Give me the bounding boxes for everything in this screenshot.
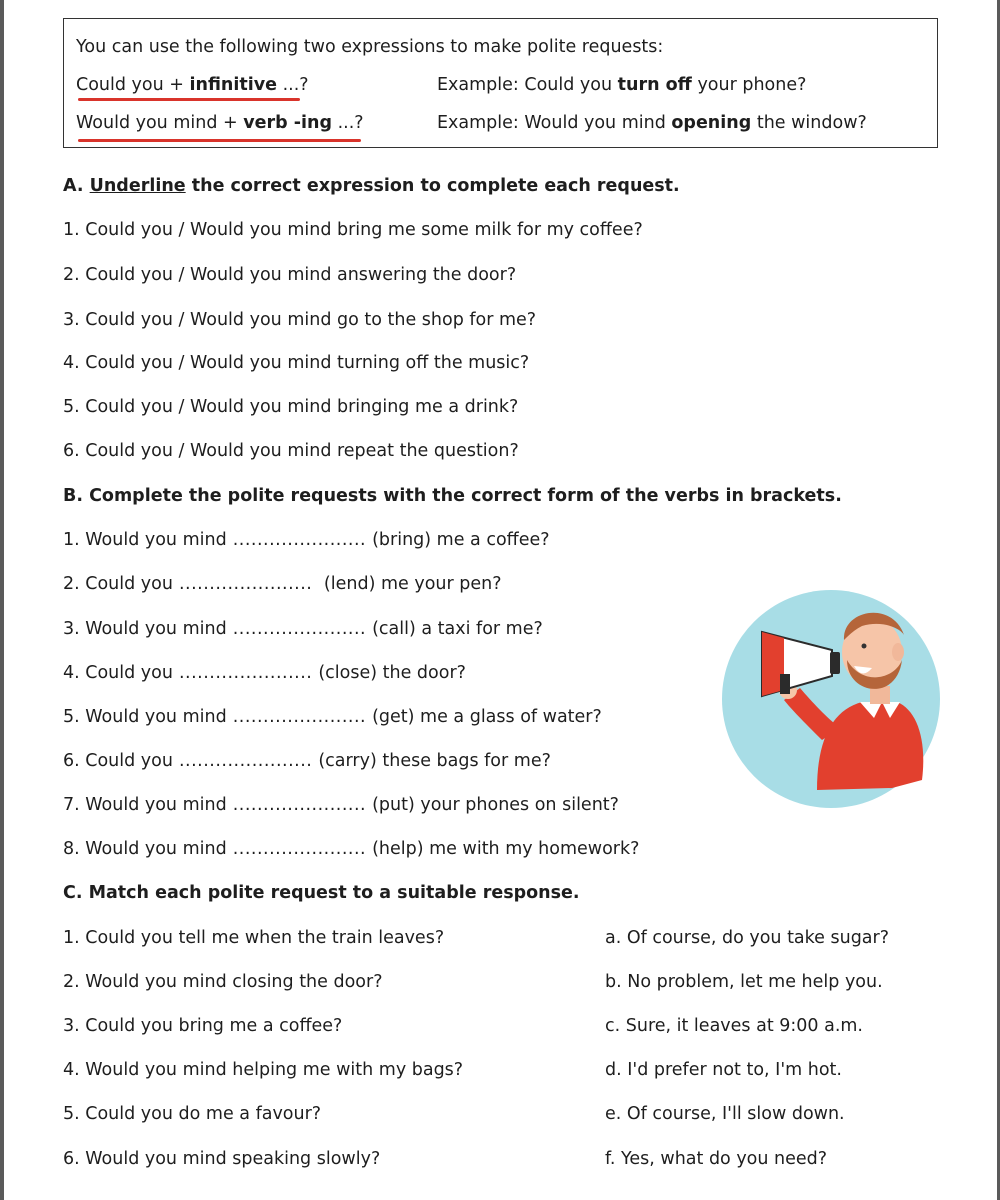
formula-would-you-mind-pre: Would you mind + [76, 113, 244, 133]
answer-blank[interactable]: ...................... [178, 663, 313, 683]
page-edge-left [0, 0, 4, 1200]
answer-blank[interactable]: ...................... [178, 751, 313, 771]
request-item: 5. Could you do me a favour? [63, 1104, 322, 1124]
example-would-you-mind-pre: Example: Would you mind [437, 113, 672, 133]
section-a-underline-word: Underline [89, 176, 186, 196]
formula-would-you-mind-post: ...? [332, 113, 364, 133]
request-item: 4. Would you mind helping me with my bags? [63, 1060, 464, 1080]
example-could-you [437, 75, 806, 95]
formula-could-you-bold: infinitive [189, 75, 278, 95]
section-a-item: 6. Could you / Would you mind repeat the question? [63, 441, 519, 461]
example-could-you-post: your phone? [691, 75, 807, 95]
section-b-item [63, 530, 550, 550]
section-b-item-end: (help) me with my homework? [372, 839, 640, 859]
rules-intro: You can use the following two expressions to make polite requests: [76, 37, 664, 57]
formula-would-you-mind [76, 113, 364, 133]
request-item: 1. Could you tell me when the train leaves? [63, 928, 445, 948]
section-b-title: B. Complete the polite requests with the correct form of the verbs in brackets. [63, 486, 842, 506]
section-a-item: 5. Could you / Would you mind bringing me a drink? [63, 397, 519, 417]
formula-could-you-pre: Could you + [76, 75, 190, 95]
section-b-item [63, 707, 602, 727]
megaphone-man-illustration [722, 590, 940, 808]
example-would-you-mind-post: the window? [751, 113, 867, 133]
formula-could-you-post: ...? [277, 75, 309, 95]
section-b-item-end: (put) your phones on silent? [372, 795, 619, 815]
answer-blank[interactable]: ...................... [232, 619, 367, 639]
section-b-item-end: (close) the door? [318, 663, 466, 683]
section-b-item [63, 574, 502, 594]
response-item: d. I'd prefer not to, I'm hot. [605, 1060, 842, 1080]
section-b-item-end: (carry) these bags for me? [318, 751, 551, 771]
example-could-you-bold: turn off [617, 75, 692, 95]
answer-blank[interactable]: ...................... [232, 795, 367, 815]
formula-could-you [76, 75, 309, 95]
section-a-item: 1. Could you / Would you mind bring me some milk for my coffee? [63, 220, 643, 240]
section-b-item-start: 2. Could you [63, 574, 173, 594]
response-item: b. No problem, let me help you. [605, 972, 883, 992]
formula-would-you-mind-bold: verb -ing [243, 113, 333, 133]
example-could-you-pre: Example: Could you [437, 75, 618, 95]
section-b-item [63, 839, 639, 859]
rules-box [63, 18, 938, 148]
section-b-item [63, 751, 551, 771]
example-would-you-mind-bold: opening [671, 113, 752, 133]
response-item: c. Sure, it leaves at 9:00 a.m. [605, 1016, 863, 1036]
answer-blank[interactable]: ...................... [232, 530, 367, 550]
response-item: e. Of course, I'll slow down. [605, 1104, 845, 1124]
formula-would-you-mind-red-underline [78, 139, 361, 142]
request-item: 2. Would you mind closing the door? [63, 972, 383, 992]
section-b-item-start: 4. Could you [63, 663, 173, 683]
section-a-prefix: A. [63, 176, 84, 196]
section-b-item-start: 8. Would you mind [63, 839, 227, 859]
section-b-item-start: 3. Would you mind [63, 619, 227, 639]
section-b-item-end: (get) me a glass of water? [372, 707, 602, 727]
section-a-title [63, 176, 680, 196]
response-item: f. Yes, what do you need? [605, 1149, 828, 1169]
section-c-title: C. Match each polite request to a suitable response. [63, 883, 580, 903]
section-b-item-end: (call) a taxi for me? [372, 619, 543, 639]
answer-blank[interactable]: ...................... [178, 574, 313, 594]
section-b-item-end: (bring) me a coffee? [372, 530, 550, 550]
section-b-item-start: 6. Could you [63, 751, 173, 771]
formula-could-you-red-underline [78, 98, 300, 101]
section-b-item-start: 1. Would you mind [63, 530, 227, 550]
answer-blank[interactable]: ...................... [232, 707, 367, 727]
section-a-item: 4. Could you / Would you mind turning off the music? [63, 353, 530, 373]
section-a-item: 2. Could you / Would you mind answering the door? [63, 265, 517, 285]
section-a-rest: the correct expression to complete each request. [191, 176, 680, 196]
request-item: 3. Could you bring me a coffee? [63, 1016, 343, 1036]
section-b-item [63, 795, 619, 815]
answer-blank[interactable]: ...................... [232, 839, 367, 859]
section-b-item [63, 663, 466, 683]
section-b-item [63, 619, 543, 639]
example-would-you-mind [437, 113, 867, 133]
response-item: a. Of course, do you take sugar? [605, 928, 890, 948]
section-b-item-start: 5. Would you mind [63, 707, 227, 727]
request-item: 6. Would you mind speaking slowly? [63, 1149, 381, 1169]
section-b-item-start: 7. Would you mind [63, 795, 227, 815]
section-a-item: 3. Could you / Would you mind go to the shop for me? [63, 310, 537, 330]
section-b-item-end: (lend) me your pen? [318, 574, 502, 594]
